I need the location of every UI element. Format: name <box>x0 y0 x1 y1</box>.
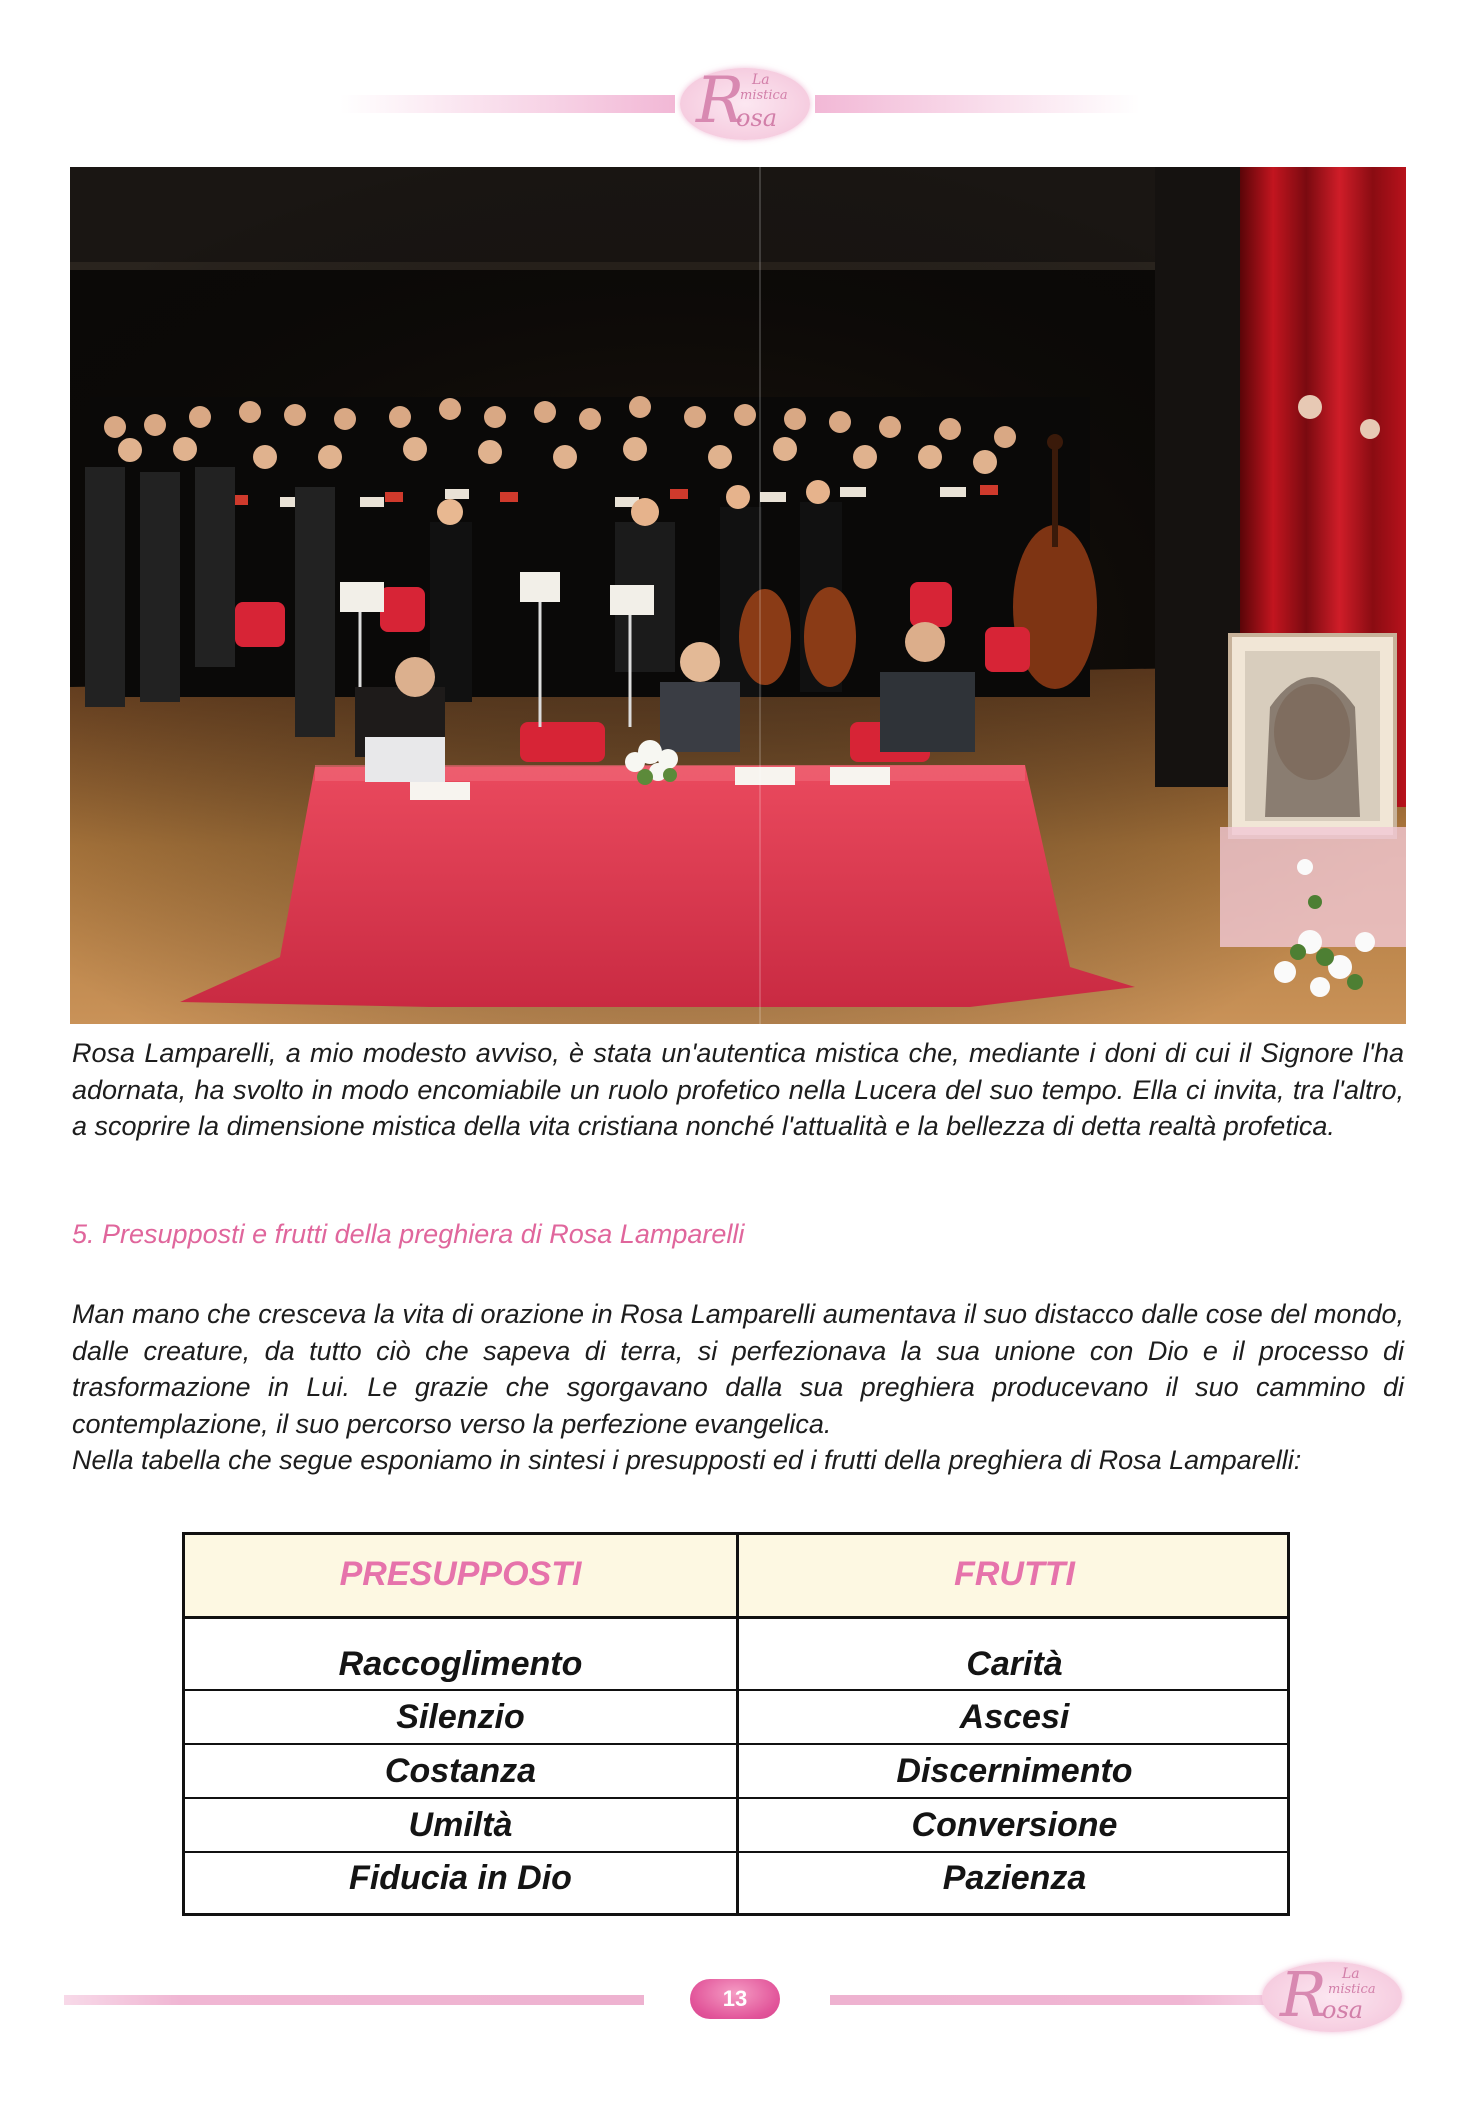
table-divider <box>185 1851 1287 1853</box>
logo-line3: osa <box>736 104 778 132</box>
table-cell: Silenzio <box>396 1698 525 1736</box>
table-divider <box>185 1797 1287 1799</box>
footer-bar-left <box>64 1995 644 2005</box>
presupposti-frutti-table <box>182 1532 1290 1916</box>
section-heading: 5. Presupposti e frutti della preghiera di Rosa Lamparelli <box>72 1219 745 1249</box>
concert-photo <box>70 167 1406 1024</box>
photo-icon <box>70 167 1406 1024</box>
table-intro: Nella tabella che segue esponiamo in sintesi i presupposti ed i frutti della preghiera di Rosa Lamparelli: <box>72 1445 1302 1475</box>
header-bar-right <box>815 95 1140 113</box>
table-cell: Raccoglimento <box>338 1645 583 1683</box>
footer-logo <box>1262 1958 1402 2032</box>
table-divider <box>185 1689 1287 1691</box>
logo-line2: mistica <box>740 88 788 103</box>
table-cell: Ascesi <box>959 1698 1070 1736</box>
intro-paragraph: Rosa Lamparelli, a mio modesto avviso, è stata un'autentica mistica che, mediante i doni di cui il Signore l'ha adornata, ha svolto in modo encomiabile un ruolo profetico nella Lucera del suo tempo. Ella ci invita, tra l'altro, a scoprire la dimensione mistica della vita cristiana nonché l'attualità e la bellezza di detta realtà profetica. <box>72 1038 1404 1141</box>
logo-initial: R <box>696 64 745 138</box>
table-cell: Fiducia in Dio <box>349 1859 572 1897</box>
header-logo <box>680 64 810 140</box>
logo-line2: mistica <box>1328 1982 1376 1997</box>
body-paragraph: Man mano che cresceva la vita di orazione in Rosa Lamparelli aumentava il suo distacco dalle cose del mondo, dalle creature, da tutto ciò che sapeva di terra, si perfezionava la sua unione con Dio e il processo di trasformazione in Lui. Le grazie che sgorgavano dalla sua preghiera producevano il suo cammino di contemplazione, il suo percorso verso la perfezione evangelica. <box>72 1299 1404 1439</box>
page-number: 13 <box>690 1979 780 2019</box>
table-cell: Pazienza <box>942 1859 1087 1897</box>
header-frutti: FRUTTI <box>954 1555 1075 1593</box>
table-cell: Conversione <box>911 1806 1118 1844</box>
table-cell: Discernimento <box>896 1752 1133 1790</box>
header-bar-left <box>340 95 675 113</box>
table-cell: Umiltà <box>408 1806 513 1844</box>
logo-line3: osa <box>1322 1996 1364 2024</box>
table-cell: Costanza <box>384 1752 537 1790</box>
header-presupposti: PRESUPPOSTI <box>339 1555 582 1593</box>
table-divider <box>185 1743 1287 1745</box>
logo-line1: La <box>1342 1966 1360 1982</box>
logo-line1: La <box>752 72 770 88</box>
footer-bar-right <box>830 1995 1270 2005</box>
table-cell: Carità <box>966 1645 1063 1683</box>
logo-initial: R <box>1280 1958 1327 2031</box>
